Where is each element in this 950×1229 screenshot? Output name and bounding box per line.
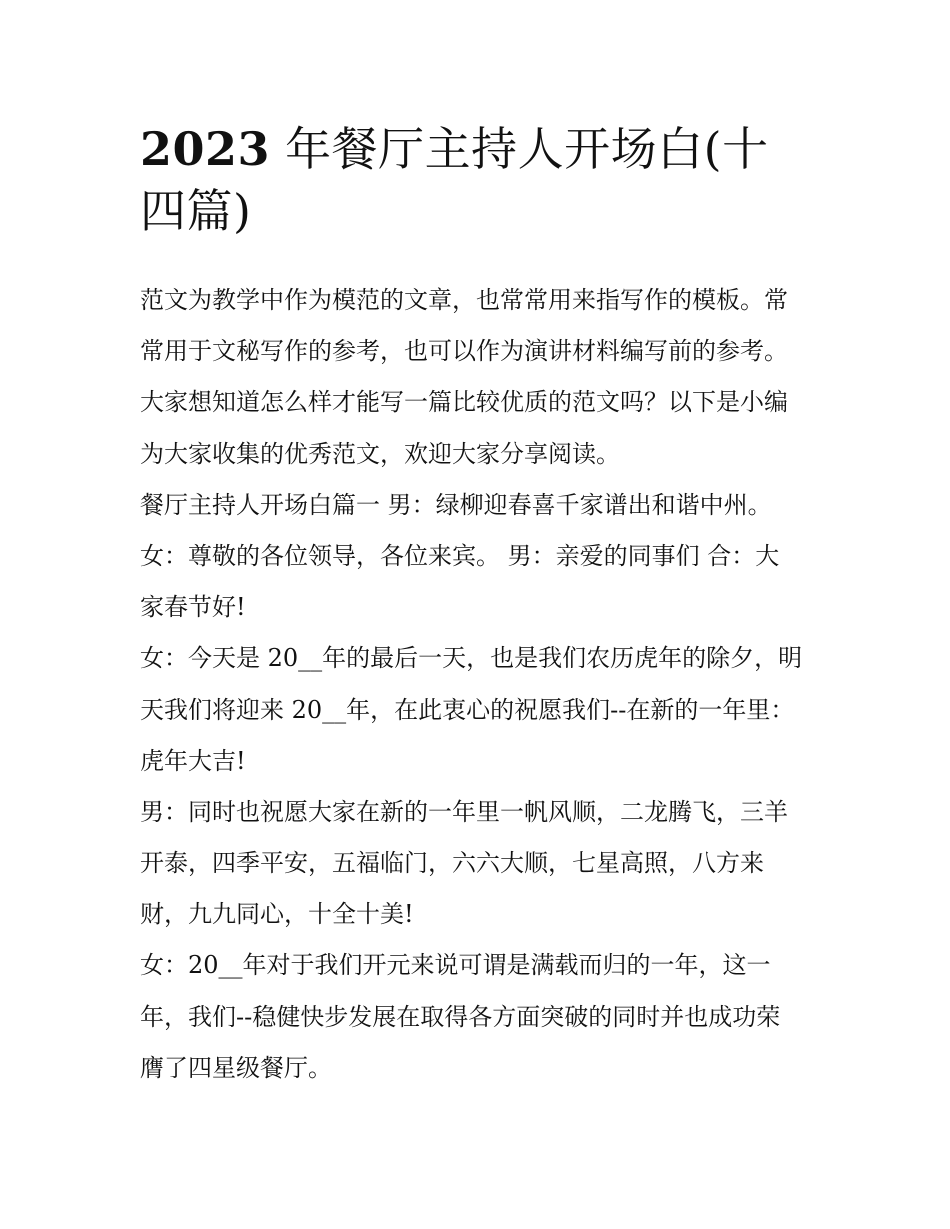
paragraph-intro xyxy=(140,281,820,486)
document-title xyxy=(140,118,820,242)
text-line: 常用于文秘写作的参考，也可以作为演讲材料编写前的参考。 xyxy=(140,337,788,366)
text-line: 女：今天是 20__年的最后一天，也是我们农历虎年的除夕，明 xyxy=(140,644,803,673)
text-line: 虎年大吉! xyxy=(140,746,246,775)
text-line: 天我们将迎来 20__年，在此衷心的祝愿我们--在新的一年里： xyxy=(140,695,795,724)
paragraph-male-1 xyxy=(140,793,820,947)
paragraph-opening xyxy=(140,486,820,640)
document-body xyxy=(140,281,820,1100)
text-line: 年，我们--稳健快步发展在取得各方面突破的同时并也成功荣 xyxy=(140,1002,781,1031)
text-line: 大家想知道怎么样才能写一篇比较优质的范文吗？以下是小编 xyxy=(140,388,788,417)
paragraph-female-1 xyxy=(140,639,820,793)
title-text-line1: 年餐厅主持人开场白(十 xyxy=(270,122,769,176)
text-line: 开泰，四季平安，五福临门，六六大顺，七星高照，八方来 xyxy=(140,849,764,878)
text-line: 男：同时也祝愿大家在新的一年里一帆风顺，二龙腾飞，三羊 xyxy=(140,797,788,826)
title-year: 2023 xyxy=(140,122,271,176)
text-line: 范文为教学中作为模范的文章，也常常用来指写作的模板。常 xyxy=(140,286,788,314)
title-text-line2: 四篇) xyxy=(140,184,252,238)
text-line: 女：尊敬的各位领导，各位来宾。 男：亲爱的同事们 合：大 xyxy=(140,541,780,570)
text-line: 家春节好! xyxy=(140,593,246,622)
paragraph-female-2 xyxy=(140,946,820,1100)
text-line: 膺了四星级餐厅。 xyxy=(140,1053,332,1082)
text-line: 财，九九同心，十全十美! xyxy=(140,900,414,929)
text-line: 为大家收集的优秀范文，欢迎大家分享阅读。 xyxy=(140,439,620,468)
text-line: 餐厅主持人开场白篇一 男：绿柳迎春喜千家谱出和谐中州。 xyxy=(140,490,772,519)
text-line: 女：20__年对于我们开元来说可谓是满载而归的一年，这一 xyxy=(140,951,771,980)
